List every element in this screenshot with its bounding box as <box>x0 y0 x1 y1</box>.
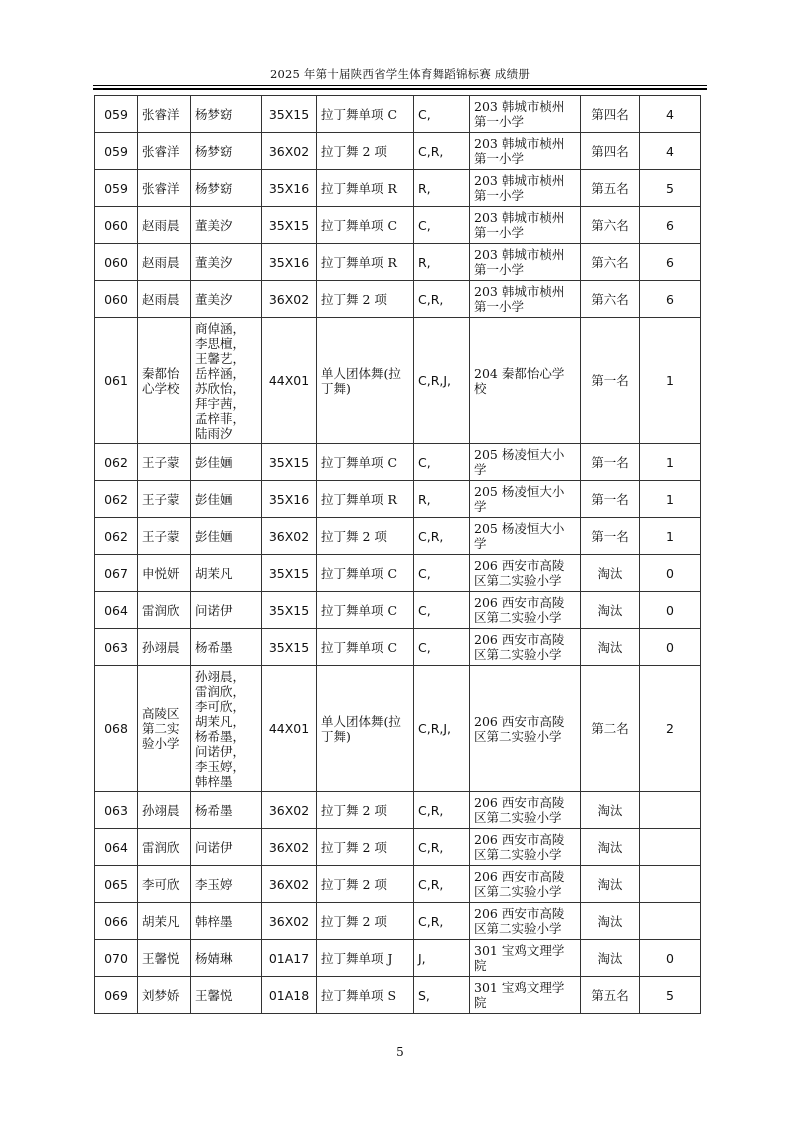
placement-cell: 第五名 <box>581 170 640 207</box>
leader-name-cell: 王馨悦 <box>138 940 191 977</box>
event-code-cell: 35X16 <box>262 244 317 281</box>
placement-cell: 淘汰 <box>581 629 640 666</box>
dances-cell: R, <box>414 244 470 281</box>
score-cell <box>640 829 701 866</box>
table-row <box>95 977 701 1014</box>
dances-cell: C,R,J, <box>414 666 470 792</box>
score-cell: 6 <box>640 207 701 244</box>
unit-name-cell: 204 秦都怡心学校 <box>470 318 581 444</box>
table-row <box>95 829 701 866</box>
unit-name-cell: 301 宝鸡文理学院 <box>470 977 581 1014</box>
table-row <box>95 207 701 244</box>
score-cell: 5 <box>640 977 701 1014</box>
unit-name-cell: 205 杨凌恒大小学 <box>470 518 581 555</box>
entry-number-cell: 059 <box>95 96 138 133</box>
placement-cell: 淘汰 <box>581 903 640 940</box>
partner-name-cell: 董美汐 <box>191 207 262 244</box>
placement-cell: 第五名 <box>581 977 640 1014</box>
event-code-cell: 36X02 <box>262 866 317 903</box>
dances-cell: C, <box>414 444 470 481</box>
leader-name-cell: 王子蒙 <box>138 444 191 481</box>
entry-number-cell: 059 <box>95 133 138 170</box>
entry-number-cell: 062 <box>95 481 138 518</box>
placement-cell: 淘汰 <box>581 940 640 977</box>
entry-number-cell: 064 <box>95 592 138 629</box>
unit-name-cell: 203 韩城市桢州第一小学 <box>470 207 581 244</box>
event-name-cell: 拉丁舞单项 R <box>317 481 414 518</box>
partner-name-cell: 杨婧琳 <box>191 940 262 977</box>
unit-name-cell: 203 韩城市桢州第一小学 <box>470 133 581 170</box>
entry-number-cell: 060 <box>95 207 138 244</box>
score-cell: 6 <box>640 281 701 318</box>
event-name-cell: 拉丁舞单项 C <box>317 555 414 592</box>
dances-cell: S, <box>414 977 470 1014</box>
entry-number-cell: 063 <box>95 629 138 666</box>
leader-name-cell: 胡茉凡 <box>138 903 191 940</box>
unit-name-cell: 203 韩城市桢州第一小学 <box>470 281 581 318</box>
event-code-cell: 01A18 <box>262 977 317 1014</box>
score-cell: 2 <box>640 666 701 792</box>
event-name-cell: 拉丁舞单项 S <box>317 977 414 1014</box>
placement-cell: 第二名 <box>581 666 640 792</box>
event-code-cell: 35X15 <box>262 444 317 481</box>
unit-name-cell: 205 杨凌恒大小学 <box>470 481 581 518</box>
score-cell: 5 <box>640 170 701 207</box>
dances-cell: C,R,J, <box>414 318 470 444</box>
leader-name-cell: 赵雨晨 <box>138 281 191 318</box>
unit-name-cell: 206 西安市高陵区第二实验小学 <box>470 666 581 792</box>
partner-name-cell: 杨希墨 <box>191 629 262 666</box>
leader-name-cell: 王子蒙 <box>138 481 191 518</box>
event-name-cell: 拉丁舞单项 R <box>317 170 414 207</box>
dances-cell: J, <box>414 940 470 977</box>
leader-name-cell: 张睿洋 <box>138 133 191 170</box>
entry-number-cell: 060 <box>95 281 138 318</box>
entry-number-cell: 068 <box>95 666 138 792</box>
score-cell: 0 <box>640 592 701 629</box>
placement-cell: 淘汰 <box>581 792 640 829</box>
placement-cell: 第一名 <box>581 318 640 444</box>
event-name-cell: 拉丁舞 2 项 <box>317 518 414 555</box>
placement-cell: 第一名 <box>581 444 640 481</box>
leader-name-cell: 王子蒙 <box>138 518 191 555</box>
score-cell: 1 <box>640 481 701 518</box>
partner-name-cell: 韩梓墨 <box>191 903 262 940</box>
entry-number-cell: 070 <box>95 940 138 977</box>
table-row <box>95 481 701 518</box>
event-name-cell: 拉丁舞 2 项 <box>317 792 414 829</box>
event-name-cell: 拉丁舞单项 C <box>317 207 414 244</box>
entry-number-cell: 064 <box>95 829 138 866</box>
table-row <box>95 170 701 207</box>
unit-name-cell: 206 西安市高陵区第二实验小学 <box>470 866 581 903</box>
unit-name-cell: 205 杨凌恒大小学 <box>470 444 581 481</box>
dances-cell: R, <box>414 170 470 207</box>
header-rule-thick <box>93 88 707 90</box>
partner-name-cell: 杨梦窈 <box>191 96 262 133</box>
placement-cell: 第六名 <box>581 244 640 281</box>
event-code-cell: 36X02 <box>262 518 317 555</box>
entry-number-cell: 062 <box>95 444 138 481</box>
unit-name-cell: 203 韩城市桢州第一小学 <box>470 96 581 133</box>
entry-number-cell: 065 <box>95 866 138 903</box>
score-cell: 4 <box>640 133 701 170</box>
placement-cell: 淘汰 <box>581 829 640 866</box>
leader-name-cell: 张睿洋 <box>138 96 191 133</box>
dances-cell: C, <box>414 629 470 666</box>
event-name-cell: 单人团体舞(拉丁舞) <box>317 318 414 444</box>
event-code-cell: 36X02 <box>262 903 317 940</box>
table-row <box>95 518 701 555</box>
partner-name-cell: 孙翊晨，雷润欣，李可欣，胡茉凡，杨希墨，问诺伊，李玉婷，韩梓墨 <box>191 666 262 792</box>
entry-number-cell: 062 <box>95 518 138 555</box>
entry-number-cell: 069 <box>95 977 138 1014</box>
dances-cell: C,R, <box>414 903 470 940</box>
entry-number-cell: 060 <box>95 244 138 281</box>
leader-name-cell: 刘梦娇 <box>138 977 191 1014</box>
placement-cell: 淘汰 <box>581 866 640 903</box>
partner-name-cell: 彭佳婳 <box>191 481 262 518</box>
leader-name-cell: 高陵区第二实验小学 <box>138 666 191 792</box>
entry-number-cell: 067 <box>95 555 138 592</box>
event-name-cell: 拉丁舞 2 项 <box>317 866 414 903</box>
table-row <box>95 281 701 318</box>
table-row <box>95 940 701 977</box>
dances-cell: C, <box>414 207 470 244</box>
score-cell: 6 <box>640 244 701 281</box>
event-code-cell: 35X15 <box>262 555 317 592</box>
partner-name-cell: 商倬涵，李思檀，王馨艺，岳梓涵，苏欣怡，拜宇茜，孟梓菲，陆雨汐 <box>191 318 262 444</box>
table-row <box>95 318 701 444</box>
event-code-cell: 35X16 <box>262 170 317 207</box>
partner-name-cell: 杨希墨 <box>191 792 262 829</box>
table-row <box>95 866 701 903</box>
placement-cell: 第六名 <box>581 281 640 318</box>
event-code-cell: 36X02 <box>262 792 317 829</box>
unit-name-cell: 203 韩城市桢州第一小学 <box>470 170 581 207</box>
table-row <box>95 244 701 281</box>
table-row <box>95 666 701 792</box>
leader-name-cell: 雷润欣 <box>138 829 191 866</box>
entry-number-cell: 061 <box>95 318 138 444</box>
event-code-cell: 01A17 <box>262 940 317 977</box>
leader-name-cell: 秦都怡心学校 <box>138 318 191 444</box>
partner-name-cell: 李玉婷 <box>191 866 262 903</box>
event-code-cell: 35X15 <box>262 592 317 629</box>
placement-cell: 第六名 <box>581 207 640 244</box>
event-code-cell: 36X02 <box>262 133 317 170</box>
score-cell <box>640 903 701 940</box>
table-row <box>95 903 701 940</box>
score-cell <box>640 792 701 829</box>
dances-cell: C,R, <box>414 829 470 866</box>
score-cell: 0 <box>640 555 701 592</box>
results-table <box>94 95 701 1014</box>
table-row <box>95 792 701 829</box>
score-cell: 1 <box>640 444 701 481</box>
event-code-cell: 44X01 <box>262 666 317 792</box>
event-code-cell: 35X15 <box>262 629 317 666</box>
page-number: 5 <box>396 1045 404 1059</box>
unit-name-cell: 206 西安市高陵区第二实验小学 <box>470 829 581 866</box>
score-cell: 0 <box>640 940 701 977</box>
placement-cell: 第四名 <box>581 133 640 170</box>
leader-name-cell: 赵雨晨 <box>138 207 191 244</box>
event-code-cell: 44X01 <box>262 318 317 444</box>
dances-cell: C,R, <box>414 133 470 170</box>
partner-name-cell: 胡茉凡 <box>191 555 262 592</box>
event-code-cell: 35X15 <box>262 96 317 133</box>
event-name-cell: 拉丁舞单项 C <box>317 629 414 666</box>
table-row <box>95 444 701 481</box>
event-name-cell: 拉丁舞单项 C <box>317 96 414 133</box>
leader-name-cell: 雷润欣 <box>138 592 191 629</box>
dances-cell: R, <box>414 481 470 518</box>
entry-number-cell: 059 <box>95 170 138 207</box>
score-cell: 1 <box>640 318 701 444</box>
entry-number-cell: 063 <box>95 792 138 829</box>
event-name-cell: 单人团体舞(拉丁舞) <box>317 666 414 792</box>
partner-name-cell: 彭佳婳 <box>191 444 262 481</box>
table-row <box>95 96 701 133</box>
leader-name-cell: 申悦妍 <box>138 555 191 592</box>
event-name-cell: 拉丁舞单项 C <box>317 444 414 481</box>
placement-cell: 第一名 <box>581 518 640 555</box>
event-name-cell: 拉丁舞 2 项 <box>317 281 414 318</box>
page-header: 2025 年第十届陕西省学生体育舞蹈锦标赛 成绩册 <box>269 67 531 81</box>
event-name-cell: 拉丁舞 2 项 <box>317 903 414 940</box>
event-code-cell: 36X02 <box>262 829 317 866</box>
event-code-cell: 35X16 <box>262 481 317 518</box>
partner-name-cell: 彭佳婳 <box>191 518 262 555</box>
event-name-cell: 拉丁舞单项 C <box>317 592 414 629</box>
partner-name-cell: 杨梦窈 <box>191 170 262 207</box>
dances-cell: C,R, <box>414 866 470 903</box>
partner-name-cell: 董美汐 <box>191 281 262 318</box>
event-code-cell: 36X02 <box>262 281 317 318</box>
table-row <box>95 592 701 629</box>
unit-name-cell: 206 西安市高陵区第二实验小学 <box>470 629 581 666</box>
placement-cell: 淘汰 <box>581 555 640 592</box>
placement-cell: 第四名 <box>581 96 640 133</box>
partner-name-cell: 问诺伊 <box>191 829 262 866</box>
leader-name-cell: 孙翊晨 <box>138 629 191 666</box>
score-cell <box>640 866 701 903</box>
partner-name-cell: 王馨悦 <box>191 977 262 1014</box>
dances-cell: C,R, <box>414 281 470 318</box>
leader-name-cell: 孙翊晨 <box>138 792 191 829</box>
event-name-cell: 拉丁舞 2 项 <box>317 829 414 866</box>
unit-name-cell: 206 西安市高陵区第二实验小学 <box>470 592 581 629</box>
table-row <box>95 629 701 666</box>
unit-name-cell: 206 西安市高陵区第二实验小学 <box>470 792 581 829</box>
partner-name-cell: 杨梦窈 <box>191 133 262 170</box>
header-rule-thin <box>93 85 707 86</box>
dances-cell: C,R, <box>414 792 470 829</box>
leader-name-cell: 张睿洋 <box>138 170 191 207</box>
score-cell: 1 <box>640 518 701 555</box>
placement-cell: 第一名 <box>581 481 640 518</box>
event-code-cell: 35X15 <box>262 207 317 244</box>
unit-name-cell: 206 西安市高陵区第二实验小学 <box>470 555 581 592</box>
unit-name-cell: 206 西安市高陵区第二实验小学 <box>470 903 581 940</box>
event-name-cell: 拉丁舞单项 J <box>317 940 414 977</box>
dances-cell: C,R, <box>414 518 470 555</box>
table-row <box>95 555 701 592</box>
score-cell: 4 <box>640 96 701 133</box>
partner-name-cell: 问诺伊 <box>191 592 262 629</box>
unit-name-cell: 203 韩城市桢州第一小学 <box>470 244 581 281</box>
dances-cell: C, <box>414 96 470 133</box>
unit-name-cell: 301 宝鸡文理学院 <box>470 940 581 977</box>
score-cell: 0 <box>640 629 701 666</box>
results-body <box>95 96 701 1014</box>
entry-number-cell: 066 <box>95 903 138 940</box>
dances-cell: C, <box>414 592 470 629</box>
event-name-cell: 拉丁舞单项 R <box>317 244 414 281</box>
table-row <box>95 133 701 170</box>
partner-name-cell: 董美汐 <box>191 244 262 281</box>
leader-name-cell: 李可欣 <box>138 866 191 903</box>
leader-name-cell: 赵雨晨 <box>138 244 191 281</box>
placement-cell: 淘汰 <box>581 592 640 629</box>
event-name-cell: 拉丁舞 2 项 <box>317 133 414 170</box>
dances-cell: C, <box>414 555 470 592</box>
